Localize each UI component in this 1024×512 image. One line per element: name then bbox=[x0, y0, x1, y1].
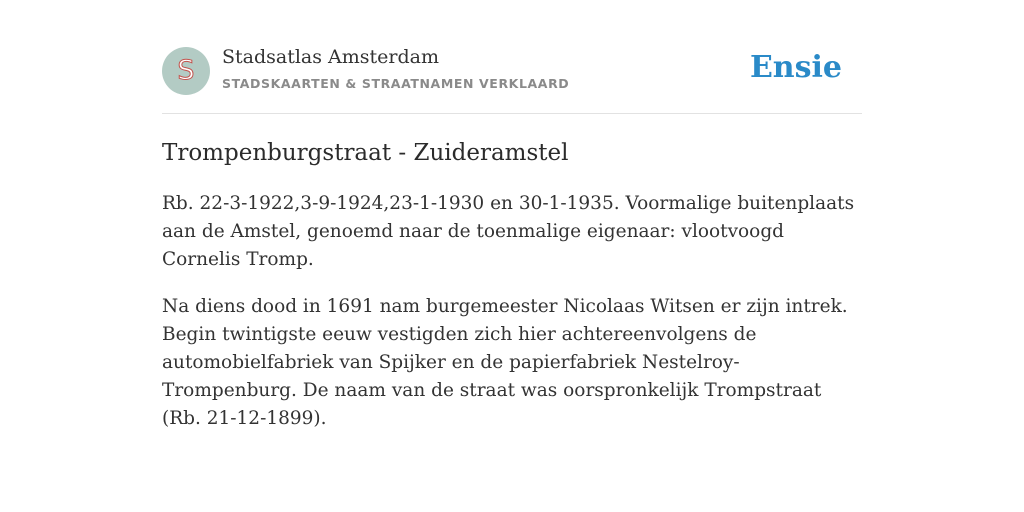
avatar[interactable]: S bbox=[162, 47, 210, 95]
divider bbox=[162, 113, 862, 114]
site-title[interactable]: Stadsatlas Amsterdam bbox=[222, 46, 440, 68]
entry-content bbox=[162, 138, 862, 433]
entry-title: Trompenburgstraat - Zuideramstel bbox=[162, 140, 569, 166]
header bbox=[162, 46, 862, 96]
entry-paragraph: Na diens dood in 1691 nam burgemeester Nicolaas Witsen er zijn intrek. Begin twintigste eeuw vestigden zich hier achtereenvolgens de automobielfabriek van Spijker en de papierfabriek Nestelroy-Trompenburg. De naam van de straat was oorspronkelijk Trompstraat (Rb. 21-12-1899). bbox=[162, 296, 848, 429]
site-subtitle: STADSKAARTEN & STRAATNAMEN VERKLAARD bbox=[222, 76, 570, 91]
brand-logo-link[interactable]: Ensie bbox=[749, 50, 842, 85]
entry-paragraph: Rb. 22-3-1922,3-9-1924,23-1-1930 en 30-1-1935. Voormalige buitenplaats aan de Amstel, genoemd naar de toenmalige eigenaar: vlootvoogd Cornelis Tromp. bbox=[162, 193, 855, 270]
